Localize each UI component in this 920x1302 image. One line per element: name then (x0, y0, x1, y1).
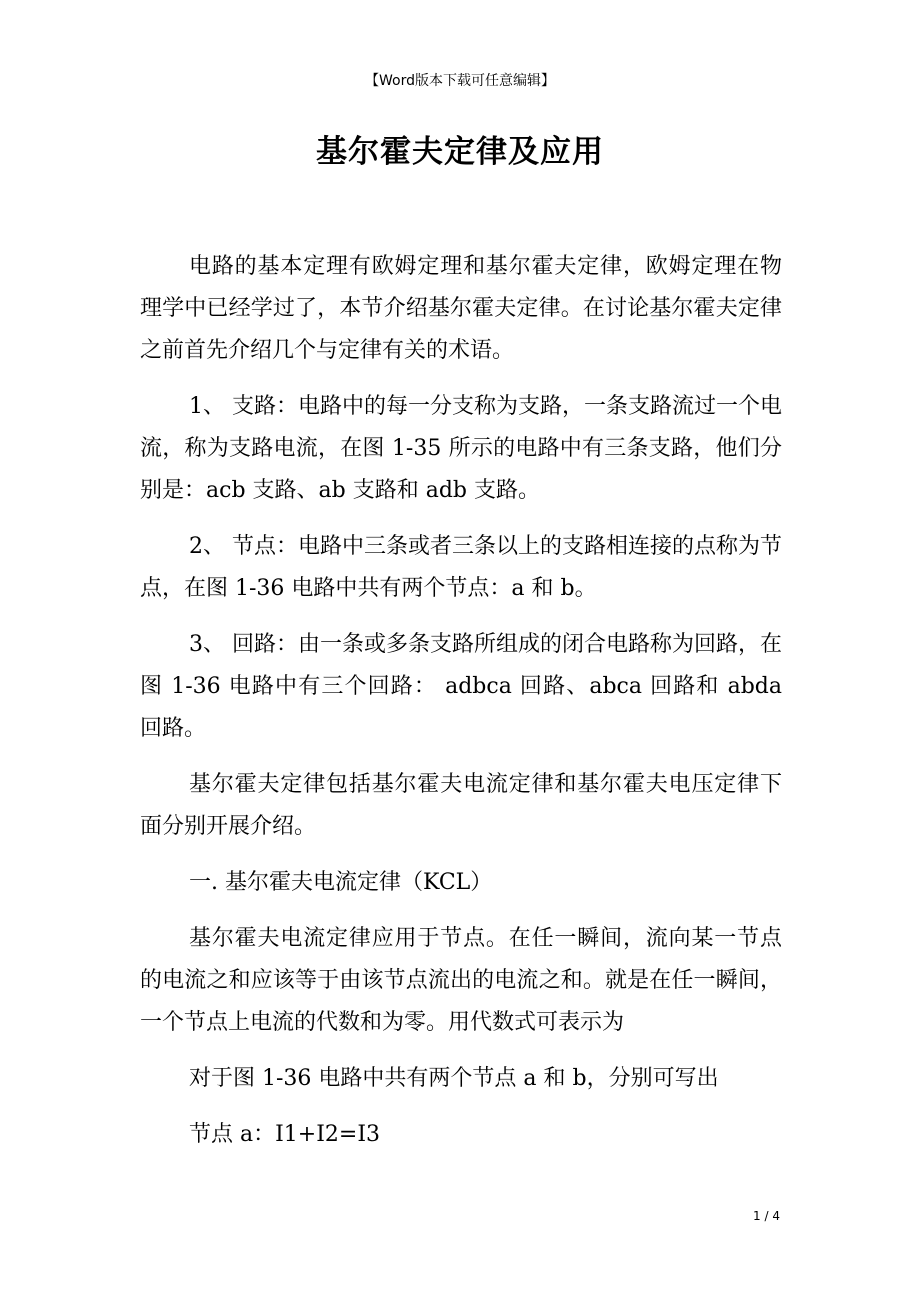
paragraph-kcl-statement: 基尔霍夫电流定律应用于节点。在任一瞬间，流向某一节点的电流之和应该等于由该节点流出的电流之和。就是在任一瞬间，一个节点上电流的代数和为零。用代数式可表示为 (140, 926, 782, 1035)
paragraph-law-overview: 基尔霍夫定律包括基尔霍夫电流定律和基尔霍夫电压定律下面分别开展介绍。 (140, 772, 782, 839)
download-note: 【Word版本下载可任意编辑】 (365, 73, 555, 89)
paragraph-kcl-example-intro: 对于图 1-36 电路中共有两个节点 a 和 b，分别可写出 (189, 1066, 719, 1091)
paragraph-intro: 电路的基本定理有欧姆定理和基尔霍夫定律，欧姆定理在物理学中已经学过了，本节介绍基尔霍夫定律。在讨论基尔霍夫定律之前首先介绍几个与定律有关的术语。 (140, 254, 782, 363)
document-title: 基尔霍夫定律及应用 (316, 134, 604, 170)
paragraph-loop-definition: 3、 回路：由一条或多条支路所组成的闭合电路称为回路，在图 1-36 电路中有三个回路： adbca 回路、abca 回路和 abda 回路。 (140, 632, 782, 741)
paragraph-node-definition: 2、 节点：电路中三条或者三条以上的支路相连接的点称为节点，在图 1-36 电路中共有两个节点：a 和 b。 (140, 534, 782, 601)
page-number: 1 / 4 (753, 1209, 780, 1223)
section-heading-kcl: 一. 基尔霍夫电流定律（KCL） (189, 870, 493, 895)
paragraph-node-a-equation: 节点 a：I1+I2=I3 (189, 1122, 381, 1147)
document-body (140, 246, 782, 1170)
paragraph-branch-definition: 1、 支路：电路中的每一分支称为支路，一条支路流过一个电流，称为支路电流，在图 1-35 所示的电路中有三条支路，他们分别是：acb 支路、ab 支路和 adb 支路。 (140, 394, 782, 503)
